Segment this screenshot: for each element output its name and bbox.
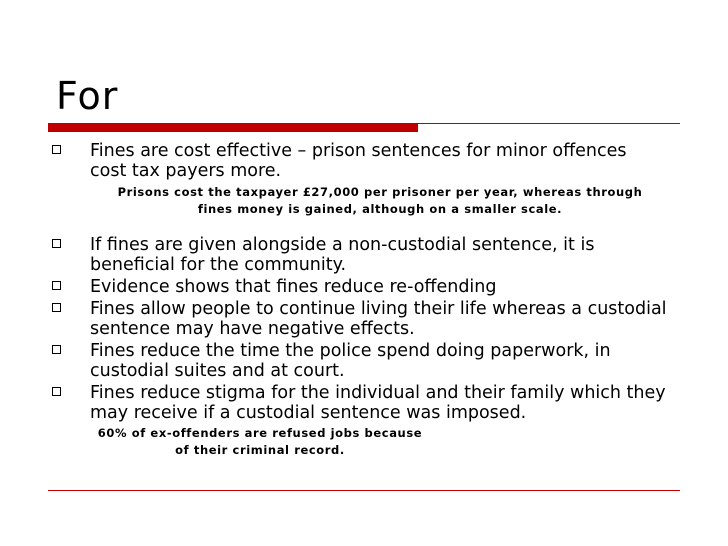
square-bullet-icon bbox=[52, 239, 61, 248]
bullet-item bbox=[48, 383, 668, 423]
bullet-text: Fines allow people to continue living their life whereas a custodial sentence may have negative effects. bbox=[90, 299, 667, 339]
bullet-item bbox=[48, 341, 668, 381]
bullet-item bbox=[48, 299, 668, 339]
supporting-note: 60% of ex-offenders are refused jobs because of their criminal record. bbox=[97, 426, 423, 457]
bullet-item bbox=[48, 235, 668, 275]
square-bullet-icon bbox=[52, 345, 61, 354]
bullet-item bbox=[48, 141, 668, 181]
square-bullet-icon bbox=[52, 145, 61, 154]
square-bullet-icon bbox=[52, 303, 61, 312]
bullet-text: Evidence shows that fines reduce re-offending bbox=[90, 277, 497, 297]
bullet-text: If fines are given alongside a non-custodial sentence, it is beneficial for the community. bbox=[90, 235, 595, 275]
square-bullet-icon bbox=[52, 281, 61, 290]
supporting-note: Prisons cost the taxpayer £27,000 per prisoner per year, whereas through fines money is gained, although on a smaller scale. bbox=[117, 185, 643, 216]
square-bullet-icon bbox=[52, 387, 61, 396]
footer-rule bbox=[48, 490, 680, 491]
bullet-text: Fines reduce the time the police spend doing paperwork, in custodial suites and at court. bbox=[90, 341, 611, 381]
slide-title: For bbox=[56, 74, 119, 118]
bullet-item bbox=[48, 277, 668, 297]
bullet-text: Fines are cost effective – prison sentences for minor offences cost tax payers more. bbox=[90, 141, 627, 181]
bullet-list bbox=[48, 141, 668, 459]
title-accent-bar bbox=[48, 123, 418, 132]
bullet-text: Fines reduce stigma for the individual and their family which they may receive if a custodial sentence was imposed. bbox=[90, 383, 666, 423]
